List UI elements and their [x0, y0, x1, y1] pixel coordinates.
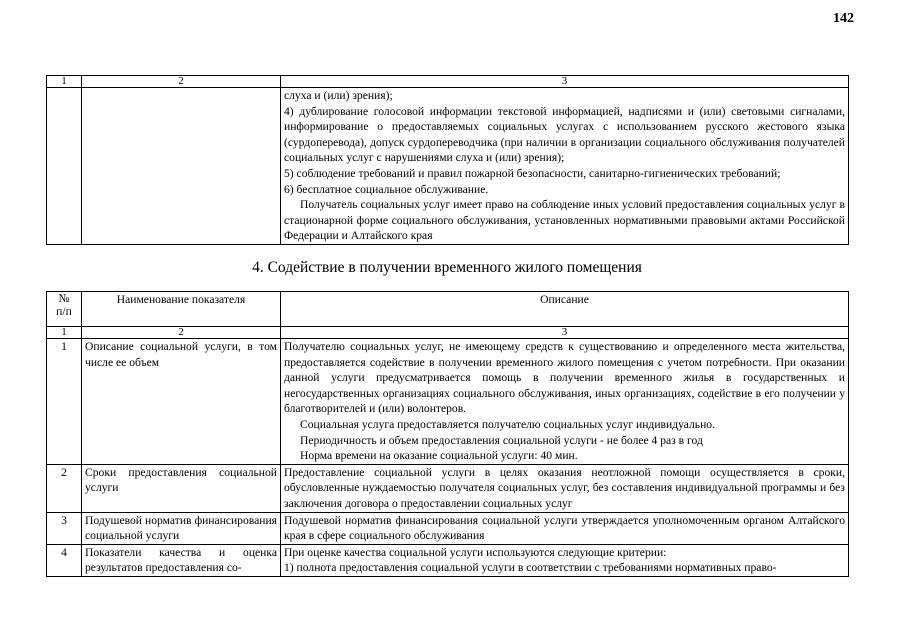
row-number: 2 — [47, 464, 82, 512]
header-num-label: № п/п — [56, 292, 72, 318]
continued-table — [46, 75, 849, 245]
description-line: Подушевой норматив финансирования социальной услуги утверждается уполномоченным органом Алтайского края в сфере социального обслуживания — [284, 513, 845, 543]
table-row — [47, 464, 849, 512]
row-number: 1 — [47, 339, 82, 465]
description-line: Предоставление социальной услуги в целях оказания неотложной помощи осуществляется в сроки, обусловленные нуждаемостью получателя социальных услуг, без составления индивидуальной программы и без заключения договора о предоставлении социальных услуг — [284, 465, 845, 510]
table-cell-description — [281, 88, 849, 245]
row-description — [281, 464, 849, 512]
row-description — [281, 339, 849, 465]
description-line: При оценке качества социальной услуги используются следующие критерии: — [284, 545, 667, 559]
table-row — [47, 544, 849, 576]
row-name — [82, 464, 281, 512]
row-name — [82, 512, 281, 544]
row-description — [281, 544, 849, 576]
column-number: 3 — [281, 76, 849, 88]
row-name — [82, 544, 281, 576]
row-name — [82, 339, 281, 465]
table-cell-num — [47, 88, 82, 245]
description-line: 4) дублирование голосовой информации текстовой информацией, надписями и (или) световыми сигналами, информирование о предоставляемых социальных услугах с использованием русского жестового языка (сурдоперевода), допуск сурдопереводчика (при наличии в организации социального обслуживания получателей социальных услуг с нарушениями слуха и (или) зрения); — [284, 104, 845, 165]
table-header-row — [47, 292, 849, 327]
description-line: Получатель социальных услуг имеет право на соблюдение иных условий предоставления социальных услуг в стационарной форме социального обслуживания, установленных нормативными правовыми актами Российской Федерации и Алтайского края — [284, 198, 845, 243]
service-table — [46, 291, 849, 577]
row-number: 3 — [47, 512, 82, 544]
description-line: 1) полнота предоставления социальной услуги в соответствии с требованиями нормативных право- — [284, 561, 777, 575]
header-description: Описание — [281, 292, 849, 327]
row-name-text: Показатели качества и оценка результатов предоставления со- — [85, 545, 277, 575]
column-number-row — [47, 76, 849, 88]
description-line: слуха и (или) зрения); — [284, 89, 393, 102]
table-row — [47, 88, 849, 245]
section-title: 4. Содействие в получении временного жилого помещения — [252, 259, 642, 276]
row-name-text: Сроки предоставления социальной услуги — [85, 465, 277, 495]
row-number: 4 — [47, 544, 82, 576]
row-name-text: Описание социальной услуги, в том числе ее объем — [85, 340, 277, 369]
column-number: 1 — [47, 327, 82, 339]
table-cell-name — [82, 88, 281, 245]
column-number: 2 — [82, 327, 281, 339]
column-number: 3 — [281, 327, 849, 339]
description-line: Периодичность и объем предоставления социальной услуги - не более 4 раз в год — [300, 433, 703, 447]
column-number-row — [47, 327, 849, 339]
description-line: 6) бесплатное социальное обслуживание. — [284, 182, 489, 196]
column-number: 2 — [82, 76, 281, 88]
table-row — [47, 339, 849, 465]
description-line: Социальная услуга предоставляется получателю социальных услуг индивидуально. — [300, 417, 715, 431]
description-line: Получателю социальных услуг, не имеющему средств к существованию и определенного места жительства, предоставляется содействие в получении временного жилого помещения с учетом потребности. При оказании данной услуги предусматривается помощь в получении временного жилья в государственных и негосударственных организациях социального обслуживания, иных организациях, содействие в его получении у благотворителей и (или) волонтеров. — [284, 340, 845, 416]
header-name: Наименование показателя — [82, 292, 281, 327]
page-number: 142 — [833, 11, 854, 26]
row-description — [281, 512, 849, 544]
header-num — [47, 292, 82, 327]
table-row — [47, 512, 849, 544]
column-number: 1 — [47, 76, 82, 88]
description-line: 5) соблюдение требований и правил пожарной безопасности, санитарно-гигиенических требований; — [284, 166, 781, 180]
row-name-text: Подушевой норматив финансирования социальной услуги — [85, 513, 277, 543]
description-line: Норма времени на оказание социальной услуги: 40 мин. — [300, 449, 578, 463]
